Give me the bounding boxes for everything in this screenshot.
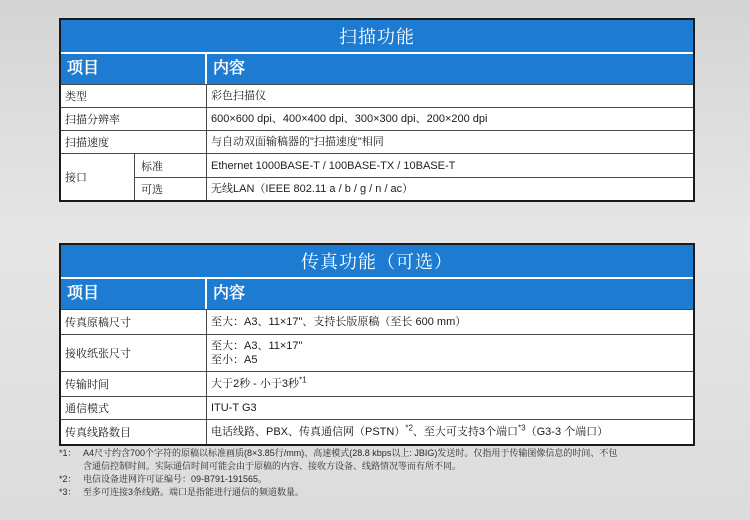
footnote-ref: *3 [518, 423, 526, 433]
footnotes [59, 447, 699, 499]
row-value-text: （G3-3 个端口） [525, 426, 609, 438]
row-value: 至大：A3、11×17"、支持长版原稿（至长 600 mm） [211, 316, 467, 328]
table-row [61, 130, 693, 153]
row-value-line: 至小：A5 [211, 354, 258, 366]
footnote-mark: *3： [59, 487, 77, 497]
fax-table-header [61, 279, 693, 309]
column-header-item: 项目 [61, 279, 207, 309]
table-row [61, 371, 693, 396]
row-value: 彩色扫描仪 [211, 90, 266, 102]
footnote-mark: *2： [59, 474, 77, 484]
interface-optional-row [135, 177, 693, 200]
footnote-ref: *2 [405, 423, 413, 433]
table-row [61, 309, 693, 334]
table-row [61, 84, 693, 107]
footnote-1-continued: 含通信控制时间。实际通信时间可能会由于原稿的内容、接收方设备、线路情况等而有所不同。 [83, 461, 462, 471]
footnote-text: A4尺寸约含700个字符的原稿以标准画质(8×3.85行/mm)、高速模式(28.8 kbps以上: JBIG)发送时。仅指用于传输图像信息的时间、不包 [83, 448, 618, 458]
row-value-line: 至大：A3、11×17" [211, 340, 303, 352]
interface-sub-rows [135, 154, 693, 200]
row-value [207, 420, 693, 444]
table-row [61, 419, 693, 444]
row-value-text: 大于2秒 - 小于3秒 [211, 378, 300, 390]
row-value: ITU-T G3 [211, 402, 257, 414]
column-header-item: 项目 [61, 54, 207, 84]
footnote-ref: *1 [299, 375, 307, 385]
interface-standard-label: 标准 [135, 154, 207, 177]
column-header-content: 内容 [213, 60, 246, 77]
scan-function-table [59, 18, 695, 202]
row-value [207, 372, 693, 396]
row-value [207, 335, 693, 371]
row-label: 传真原稿尺寸 [61, 310, 207, 334]
interface-label: 接口 [61, 154, 135, 200]
fax-function-table [59, 243, 695, 446]
interface-optional-value: 无线LAN（IEEE 802.11 a / b / g / n / ac） [211, 183, 414, 195]
table-row [61, 107, 693, 130]
fax-table-title: 传真功能（可选） [61, 245, 693, 279]
interface-standard-row [135, 154, 693, 177]
table-row [61, 334, 693, 371]
row-label: 扫描速度 [61, 131, 207, 153]
footnote-2 [59, 473, 699, 486]
column-header-content: 内容 [213, 285, 246, 302]
row-label: 传真线路数目 [61, 420, 207, 444]
interface-standard-value: Ethernet 1000BASE-T / 100BASE-TX / 10BASE-T [211, 159, 456, 172]
scan-table-title: 扫描功能 [61, 20, 693, 54]
row-value-text: 、至大可支持3个端口 [412, 426, 519, 438]
row-value: 600×600 dpi、400×400 dpi、300×300 dpi、200×200 dpi [211, 113, 488, 125]
footnote-text: 电信设备进网许可证编号：09-B791-191565。 [83, 474, 268, 484]
row-value-text: 电话线路、PBX、传真通信网（PSTN） [211, 426, 406, 438]
row-label: 接收纸张尺寸 [61, 335, 207, 371]
interface-row-group [61, 153, 693, 200]
scan-table-header [61, 54, 693, 84]
row-label: 扫描分辨率 [61, 108, 207, 130]
footnote-1 [59, 447, 699, 460]
footnote-mark: *1： [59, 448, 77, 458]
table-row [61, 396, 693, 419]
row-value: 与自动双面输稿器的"扫描速度"相同 [211, 136, 384, 148]
interface-optional-label: 可选 [135, 178, 207, 200]
row-label: 通信模式 [61, 397, 207, 419]
footnote-3 [59, 486, 699, 499]
row-label: 传输时间 [61, 372, 207, 396]
row-label: 类型 [61, 85, 207, 107]
footnote-text: 至多可连接3条线路。端口是指能进行通信的频道数量。 [83, 487, 305, 497]
